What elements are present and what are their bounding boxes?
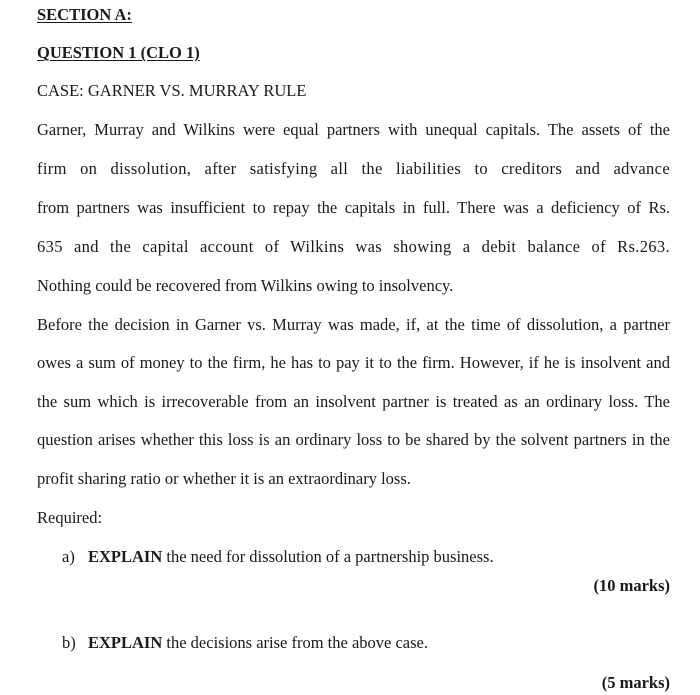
paragraph1-line-2: firm on dissolution, after satisfying all the liabilities to creditors and advance [37, 159, 670, 178]
paragraph1-line-3: from partners was insufficient to repay the capitals in full. There was a deficiency of Rs. [37, 198, 670, 217]
case-title: CASE: GARNER VS. MURRAY RULE [37, 81, 307, 100]
question-b-keyword: EXPLAIN [88, 633, 163, 652]
paragraph2-line-1: Before the decision in Garner vs. Murray was made, if, at the time of dissolution, a partner [37, 315, 670, 334]
question-a-text: the need for dissolution of a partnership business. [162, 547, 494, 566]
question-a-keyword: EXPLAIN [88, 547, 163, 566]
paragraph1-line-1: Garner, Murray and Wilkins were equal partners with unequal capitals. The assets of the [37, 120, 670, 139]
question-item-b [62, 633, 428, 653]
question-title: QUESTION 1 (CLO 1) [37, 43, 200, 62]
paragraph2-line-5: profit sharing ratio or whether it is an extraordinary loss. [37, 469, 411, 488]
question-a-marks: (10 marks) [593, 576, 670, 595]
question-b-text: the decisions arise from the above case. [162, 633, 428, 652]
question-b-label: b) [62, 633, 76, 652]
paragraph2-line-2: owes a sum of money to the firm, he has to pay it to the firm. However, if he is insolvent and [37, 353, 670, 372]
question-a-label: a) [62, 547, 75, 566]
paragraph1-line-5: Nothing could be recovered from Wilkins owing to insolvency. [37, 276, 454, 295]
paragraph2-line-4: question arises whether this loss is an ordinary loss to be shared by the solvent partners in the [37, 430, 670, 449]
section-title: SECTION A: [37, 5, 132, 24]
question-b-marks: (5 marks) [601, 673, 670, 692]
required-label: Required: [37, 508, 103, 527]
paragraph2-line-3: the sum which is irrecoverable from an insolvent partner is treated as an ordinary loss. The [37, 392, 670, 411]
paragraph1-line-4: 635 and the capital account of Wilkins was showing a debit balance of Rs.263. [37, 237, 670, 256]
question-item-a [62, 547, 494, 567]
